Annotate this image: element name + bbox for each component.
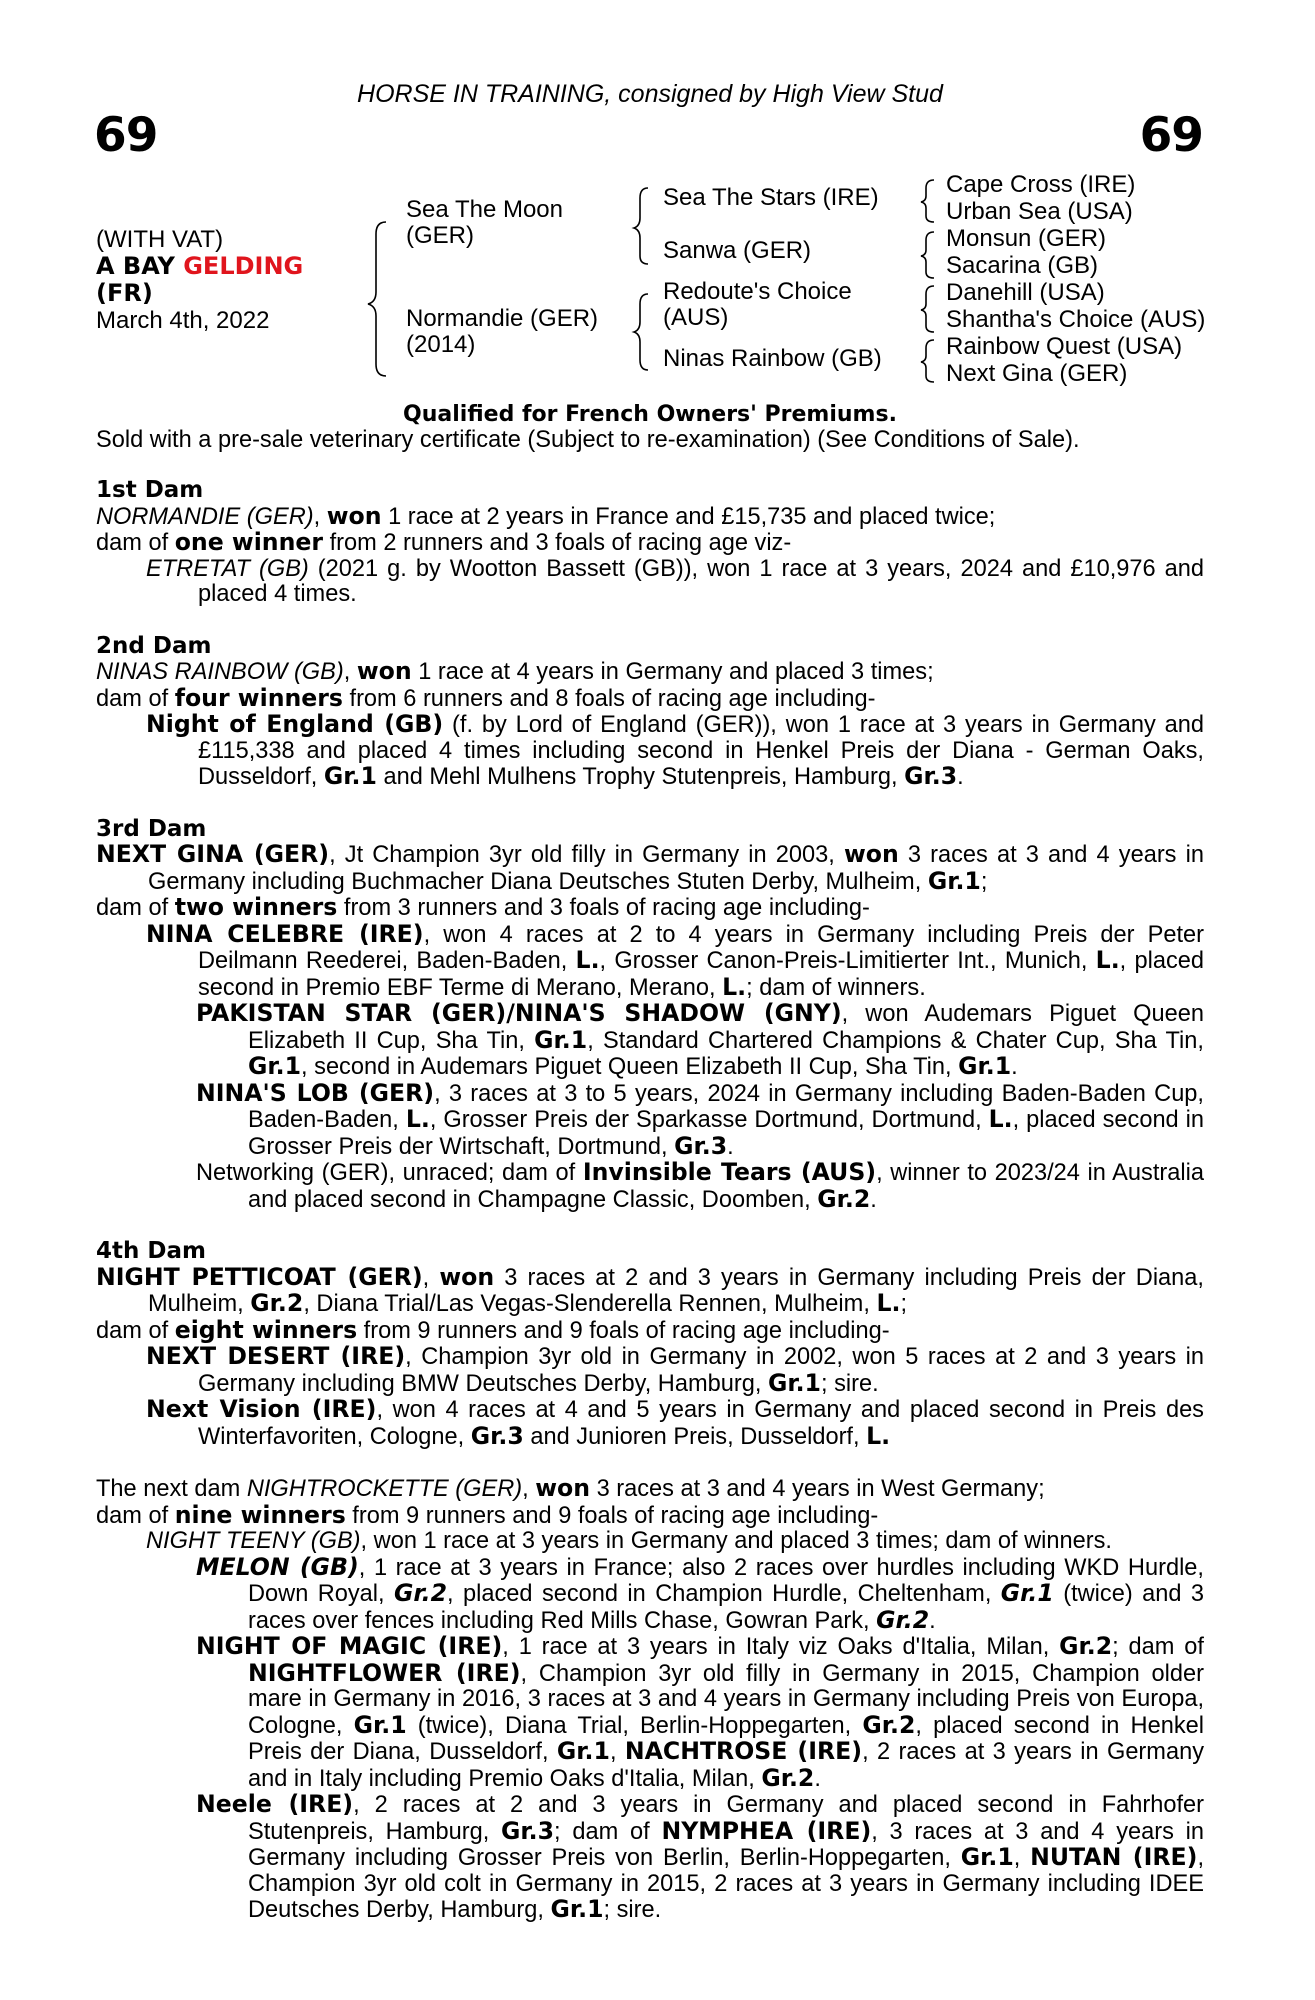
dam5-grandfoal: NIGHT OF MAGIC (IRE), 1 race at 3 years in Italy viz Oaks d'Italia, Milan, Gr.2; dam of NIGHTFLOWER (IRE), Champion 3yr old filly in Germany in 2015, Champion older mare in Germany in 2016, 3 races at 3 and 4 years in Germany including Preis von Europa, Cologne, Gr.1 (twice), Diana Trial, Berlin-Hoppegarten, Gr.2, placed second in Henkel Preis der Diana, Dusseldorf, Gr.1, NACHTROSE (IRE), 2 races at 3 years in Germany and in Italy including Premio Oaks d'Italia, Milan, Gr.2. [196,1632,1205,1792]
horse-sex: GELDING [183,252,304,280]
foaling-date: March 4th, 2022 [96,307,270,334]
dam3-foal: NINA CELEBRE (IRE), won 4 races at 2 to 4 years in Germany including Preis der Peter Deilmann Reederei, Baden-Baden, L., Grosser Canon-Preis-Limitierter Int., Munich, L., placed second in Premio EBF Terme di Merano, Merano, L.; dam of winners. [146,919,1204,1001]
brace-g2 [921,232,934,278]
dam4-heading: 4th Dam [96,1238,206,1264]
dam3-grandfoal: PAKISTAN STAR (GER)/NINA'S SHADOW (GNY), won Audemars Piguet Queen Elizabeth II Cup, Sha Tin, Gr.1, Standard Chartered Champions & Chater Cup, Sha Tin, Gr.1, second in Audemars Piguet Queen Elizabeth II Cup, Sha Tin, Gr.1. [196,999,1204,1080]
ancestor: Cape Cross (IRE) [946,171,1136,198]
vat-note: (WITH VAT) [96,226,224,253]
sire-sire: Sea The Stars (IRE) [663,184,879,211]
dam-dam: Ninas Rainbow (GB) [663,345,882,372]
catalogue-body [96,478,1204,1924]
brace-sire [634,188,648,264]
dam2-foal: Night of England (GB) (f. by Lord of England (GER)), won 1 race at 3 years in Germany and £115,338 and placed 4 times including second in Henkel Preis der Diana - German Oaks, Dusseldorf, Gr.1 and Mehl Mulhens Trophy Stutenpreis, Hamburg, Gr.3. [146,710,1204,790]
horse-country: (FR) [96,279,153,307]
dam2-produce: dam of four winners from 6 runners and 8 foals of racing age including- [96,683,876,712]
lot-number-left: 69 [94,108,158,163]
dam3-grandfoal: NINA'S LOB (GER), 3 races at 3 to 5 years, 2024 in Germany including Baden-Baden Cup, Baden-Baden, L., Grosser Preis der Sparkasse Dortmund, Dortmund, L., placed second in Grosser Preis der Wirtschaft, Dortmund, Gr.3. [196,1078,1205,1160]
dam5-produce: dam of nine winners from 9 runners and 9 foals of racing age including- [96,1500,879,1529]
dam5-grandfoal: Neele (IRE), 2 races at 2 and 3 years in Germany and placed second in Fahrhofer Stutenpreis, Hamburg, Gr.3; dam of NYMPHEA (IRE), 3 races at 3 and 4 years in Germany including Grosser Preis von Berlin, Berlin-Hoppegarten, Gr.1, NUTAN (IRE), Champion 3yr old colt in Germany in 2015, 2 races at 3 years in Germany including IDEE Deutsches Derby, Hamburg, Gr.1; sire. [196,1790,1205,1923]
dam1-heading: 1st Dam [96,477,204,503]
brace-g3 [921,286,934,332]
third-generation [946,171,1205,387]
ancestor: Danehill (USA) [946,279,1105,306]
horse-sex-line: A BAY GELDING [96,252,304,280]
dam5-foal: NIGHT TEENY (GB), won 1 race at 3 years in Germany and placed 3 times; dam of winners. [146,1528,1112,1554]
dam4-foal: NEXT DESERT (IRE), Champion 3yr old in Germany in 2002, won 5 races at 2 and 3 years in Germany including BMW Deutsches Derby, Hamburg, Gr.1; sire. [146,1342,1204,1397]
brace-main [368,222,386,376]
dam5-record: The next dam NIGHTROCKETTE (GER), won 3 races at 3 and 4 years in West Germany; [96,1474,1045,1502]
ancestor: Rainbow Quest (USA) [946,333,1183,360]
dam3-grandfoal: Networking (GER), unraced; dam of Invinsible Tears (AUS), winner to 2023/24 in Australia and placed second in Champagne Classic, Doomben, Gr.2. [196,1158,1204,1213]
dam2-record: NINAS RAINBOW (GB), won 1 race at 4 years in Germany and placed 3 times; [96,657,934,685]
dam3-record: NEXT GINA (GER), Jt Champion 3yr old filly in Germany in 2003, won 3 races at 3 and 4 years in Germany including Buchmacher Diana Deutsches Stuten Derby, Mulheim, Gr.1; [96,840,1204,895]
dam1-foal: ETRETAT (GB) (2021 g. by Wootton Bassett (GB)), won 1 race at 3 years, 2024 and £10,976 and placed 4 times. [146,555,1204,607]
dam4-produce: dam of eight winners from 9 runners and 9 foals of racing age including- [96,1315,890,1344]
brace-dam [634,294,648,370]
dam-sire: Redoute's Choice (AUS) [663,278,852,331]
dam-name: Normandie (GER) (2014) [406,305,599,358]
consignment-header: HORSE IN TRAINING, consigned by High View Stud [357,80,943,108]
dam4-record: NIGHT PETTICOAT (GER), won 3 races at 2 and 3 years in Germany including Preis der Diana, Mulheim, Gr.2, Diana Trial/Las Vegas-Slenderella Rennen, Mulheim, L.; [96,1262,1204,1317]
ancestor: Urban Sea (USA) [946,198,1133,225]
sire-name: Sea The Moon (GER) [406,196,563,249]
dam5-grandfoal: MELON (GB), 1 race at 3 years in France; also 2 races over hurdles including WKD Hurdle, Down Royal, Gr.2, placed second in Champion Hurdle, Cheltenham, Gr.1 (twice) and 3 races over fences including Red Mills Chase, Gowran Park, Gr.2. [196,1552,1204,1634]
brace-g1 [921,180,934,222]
sire-dam: Sanwa (GER) [663,237,812,264]
ancestor: Shantha's Choice (AUS) [946,306,1206,333]
ancestor: Monsun (GER) [946,225,1107,252]
dam1-record: NORMANDIE (GER), won 1 race at 2 years in France and £15,735 and placed twice; [96,501,996,530]
dam3-produce: dam of two winners from 3 runners and 3 foals of racing age including- [96,893,870,921]
lot-number-right: 69 [1139,108,1203,163]
premiums-note: Qualified for French Owners' Premiums. [403,402,897,427]
dam1-produce: dam of one winner from 2 runners and 3 foals of racing age viz- [96,528,792,556]
dam3-heading: 3rd Dam [96,815,207,842]
ancestor: Sacarina (GB) [946,252,1099,279]
ancestor: Next Gina (GER) [946,360,1128,387]
dam4-foal: Next Vision (IRE), won 4 races at 4 and 5 years in Germany and placed second in Preis des Winterfavoriten, Cologne, Gr.3 and Junioren Preis, Dusseldorf, L. [146,1395,1204,1450]
dam2-heading: 2nd Dam [96,632,212,659]
vet-note: Sold with a pre-sale veterinary certificate (Subject to re-examination) (See Conditions of Sale). [96,427,1080,453]
brace-g4 [921,340,934,382]
